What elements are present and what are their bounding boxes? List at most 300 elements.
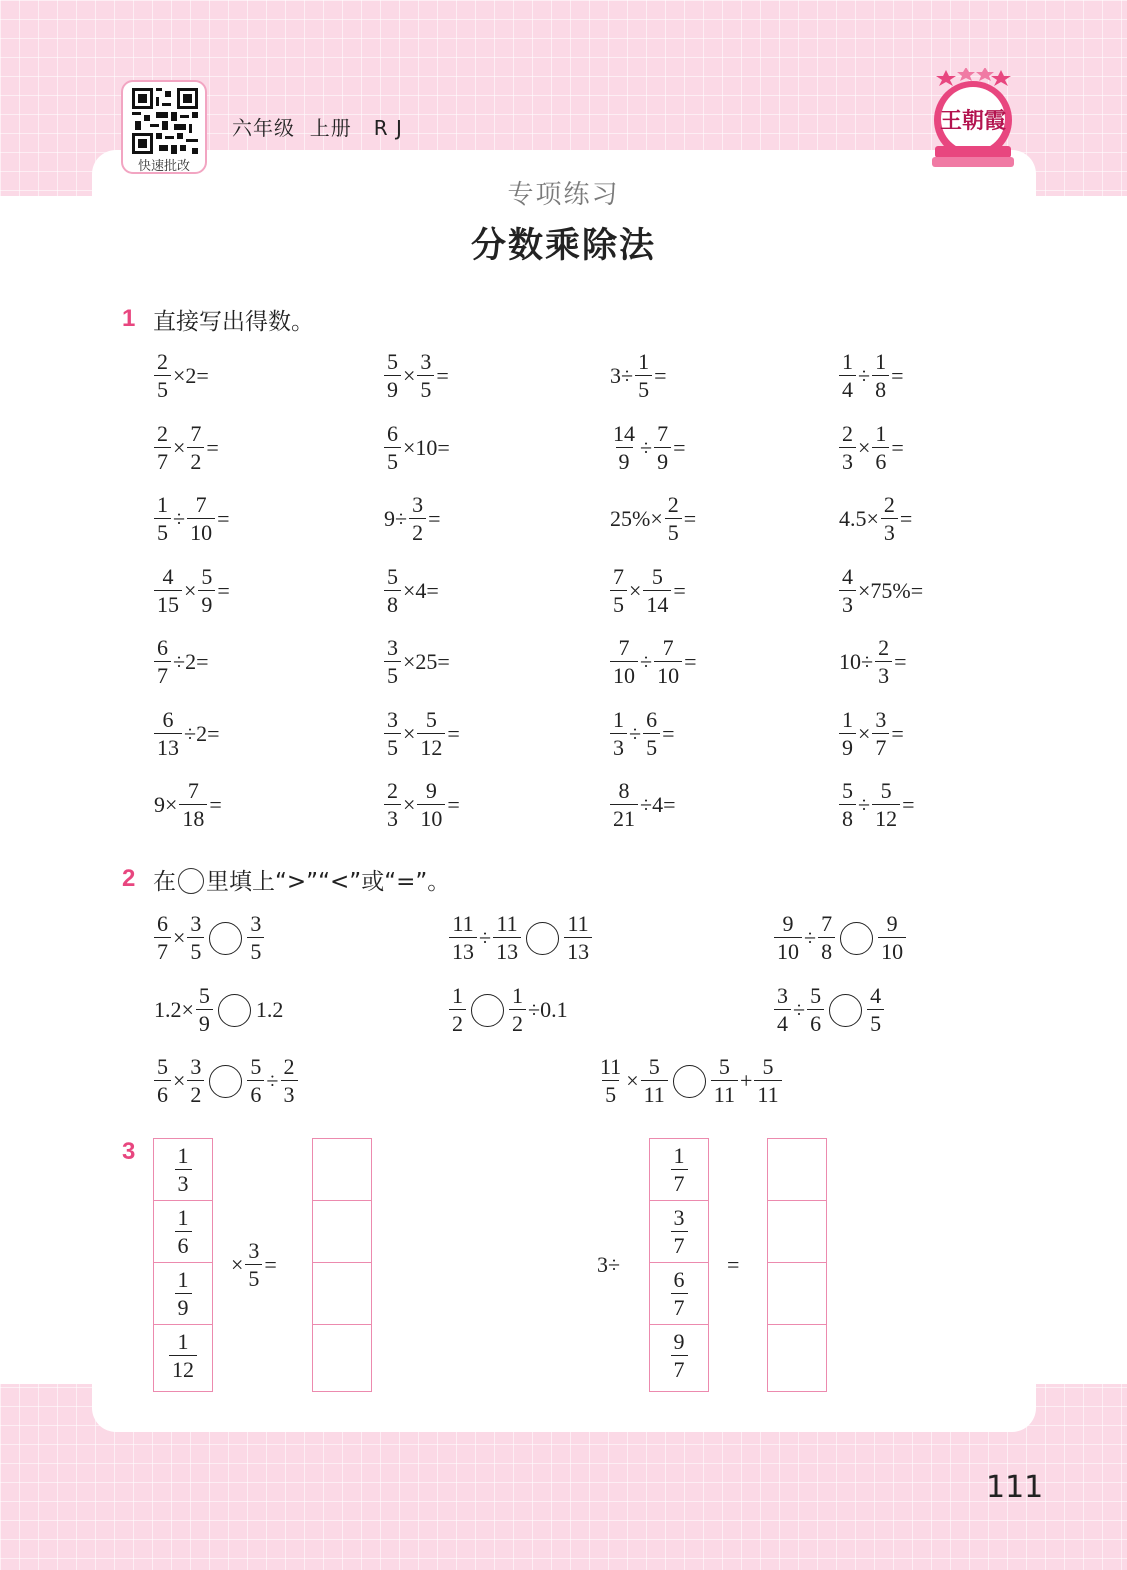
comparison-item[interactable] — [153, 1050, 299, 1112]
numerator: 1 — [673, 1142, 685, 1168]
answer-cell[interactable] — [313, 1325, 371, 1387]
exercise-item[interactable] — [838, 631, 908, 693]
numerator: 7 — [613, 563, 624, 589]
expression-text: ÷ — [793, 997, 806, 1022]
denominator: 12 — [872, 804, 900, 830]
denominator: 12 — [169, 1355, 197, 1381]
numerator: 7 — [821, 911, 833, 936]
exercise-item[interactable] — [838, 703, 905, 765]
fraction — [384, 563, 401, 617]
comparison-item[interactable] — [773, 907, 907, 969]
denominator: 8 — [384, 590, 401, 616]
denominator: 12 — [417, 733, 445, 759]
numerator: 1 — [452, 983, 463, 1008]
expression-text: ÷ — [858, 363, 871, 388]
fraction — [643, 563, 671, 617]
numerator: 3 — [420, 349, 432, 374]
numerator: 5 — [651, 563, 663, 589]
expression-text: = — [264, 1252, 277, 1277]
exercise-item[interactable] — [609, 774, 676, 836]
answer-column-left — [312, 1138, 372, 1392]
fraction — [774, 913, 802, 963]
fraction — [839, 351, 856, 401]
exercise-item[interactable] — [609, 703, 676, 765]
fraction — [384, 637, 401, 687]
denominator: 8 — [818, 937, 835, 963]
numerator: 1 — [875, 349, 887, 374]
denominator: 2 — [187, 447, 204, 473]
denominator: 2 — [509, 1009, 526, 1035]
fraction — [169, 1331, 197, 1381]
exercise-item[interactable] — [838, 488, 913, 550]
expression-text: = — [209, 792, 222, 817]
fraction — [154, 706, 182, 760]
exercise-item[interactable] — [838, 774, 916, 836]
fraction — [818, 913, 835, 963]
fraction — [245, 1240, 262, 1290]
expression-text: = — [217, 577, 230, 603]
column-cell — [154, 1139, 212, 1201]
numerator: 1 — [875, 420, 887, 446]
numerator: 3 — [875, 706, 887, 732]
answer-cell[interactable] — [768, 1201, 826, 1263]
denominator: 2 — [449, 1009, 466, 1035]
numerator: 5 — [198, 983, 210, 1008]
fraction — [610, 563, 627, 617]
denominator: 6 — [872, 447, 889, 473]
denominator: 5 — [610, 590, 627, 616]
fraction — [641, 1056, 668, 1106]
expression-text: × — [173, 434, 186, 460]
numerator: 1 — [177, 1329, 189, 1354]
numerator: 4 — [842, 563, 853, 589]
denominator: 4 — [839, 375, 856, 401]
comparison-circle[interactable] — [218, 994, 251, 1027]
denominator: 9 — [654, 447, 671, 473]
denominator: 11 — [754, 1080, 781, 1106]
denominator: 13 — [493, 937, 521, 963]
numerator: 2 — [157, 349, 168, 374]
denominator: 13 — [449, 937, 477, 963]
denominator: 6 — [247, 1080, 264, 1106]
expression-text: = — [447, 792, 460, 817]
fraction — [175, 1204, 192, 1258]
denominator: 5 — [154, 518, 171, 544]
expression-text: 10÷ — [839, 649, 874, 674]
question-3-number: 3 — [122, 1138, 136, 1165]
answer-cell[interactable] — [313, 1139, 371, 1201]
comparison-circle[interactable] — [829, 994, 862, 1027]
denominator: 5 — [665, 518, 682, 544]
denominator: 5 — [384, 733, 401, 759]
denominator: 13 — [154, 733, 182, 759]
fraction — [384, 706, 401, 760]
expression-text: = — [894, 649, 907, 674]
numerator: 3 — [190, 911, 202, 936]
exercise-item[interactable] — [383, 417, 451, 479]
expression-text: ÷ — [629, 720, 642, 746]
comparison-item[interactable] — [153, 979, 284, 1041]
fraction — [154, 637, 171, 687]
column-cell — [650, 1263, 708, 1325]
circle-symbol-icon — [178, 868, 204, 894]
denominator: 10 — [610, 661, 638, 687]
denominator: 7 — [154, 447, 171, 473]
fraction — [154, 563, 182, 617]
numerator: 11 — [496, 911, 518, 936]
denominator: 5 — [154, 375, 171, 401]
page-title: 分数乘除法 — [470, 226, 656, 266]
exercise-item[interactable] — [153, 560, 231, 622]
denominator: 2 — [409, 518, 426, 544]
exercise-item[interactable] — [153, 631, 209, 693]
fraction — [610, 706, 627, 760]
denominator: 13 — [564, 937, 592, 963]
denominator: 3 — [839, 590, 856, 616]
numerator: 7 — [190, 420, 202, 446]
fraction — [417, 351, 434, 401]
expression-text: = — [206, 434, 219, 460]
fraction — [154, 1056, 171, 1106]
expression-text: × — [403, 363, 416, 388]
numerator: 5 — [387, 563, 398, 589]
fraction — [872, 706, 889, 760]
grade-label: 六年级 上册 R J — [232, 116, 403, 140]
fraction — [807, 985, 824, 1035]
exercise-item[interactable] — [838, 560, 924, 622]
column-cell — [650, 1201, 708, 1263]
denominator: 15 — [154, 590, 182, 616]
qr-code-icon — [132, 88, 198, 154]
expression-text: = — [654, 363, 667, 388]
denominator: 11 — [641, 1080, 668, 1106]
expression-text: 9× — [154, 792, 178, 817]
expression-text: ÷2= — [184, 720, 220, 746]
answer-cell[interactable] — [768, 1325, 826, 1387]
fraction — [711, 1056, 738, 1106]
fraction — [654, 420, 671, 474]
exercise-item[interactable] — [383, 560, 440, 622]
numerator: 5 — [810, 983, 822, 1008]
svg-text:王朝霞: 王朝霞 — [939, 108, 1007, 134]
numerator: 2 — [283, 1054, 295, 1079]
fraction — [175, 1266, 192, 1320]
page-number: 111 — [986, 1470, 1044, 1505]
numerator: 3 — [248, 1238, 260, 1263]
expression-text: × — [629, 577, 642, 603]
expression-text: = — [447, 720, 460, 746]
denominator: 5 — [417, 375, 434, 401]
numerator: 11 — [452, 911, 474, 936]
denominator: 2 — [187, 1080, 204, 1106]
brand-logo — [930, 68, 1016, 173]
denominator: 7 — [872, 733, 889, 759]
comparison-circle[interactable] — [526, 922, 559, 955]
exercise-item[interactable] — [153, 345, 210, 407]
denominator: 6 — [154, 1080, 171, 1106]
expression-text: = — [673, 434, 686, 460]
fraction — [493, 913, 521, 963]
denominator: 7 — [154, 937, 171, 963]
comparison-item[interactable] — [773, 979, 885, 1041]
numerator: 7 — [195, 492, 207, 517]
column-cell — [154, 1325, 212, 1387]
expression-text: 25%× — [610, 506, 663, 531]
numerator: 3 — [777, 983, 788, 1008]
expression-text: = — [891, 434, 904, 460]
denominator: 3 — [175, 1169, 192, 1195]
denominator: 10 — [774, 937, 802, 963]
expression-text: = — [662, 720, 675, 746]
denominator: 3 — [281, 1080, 298, 1106]
numerator: 5 — [425, 706, 437, 732]
comparison-circle[interactable] — [209, 922, 242, 955]
denominator: 7 — [154, 661, 171, 687]
denominator: 7 — [671, 1355, 688, 1381]
numerator: 9 — [886, 911, 898, 936]
denominator: 7 — [671, 1169, 688, 1195]
expression-text: = — [891, 363, 904, 388]
comparison-circle[interactable] — [471, 994, 504, 1027]
fraction — [154, 913, 171, 963]
fraction — [839, 420, 856, 474]
numerator: 6 — [162, 706, 174, 732]
fraction — [384, 420, 401, 474]
exercise-item[interactable] — [609, 417, 687, 479]
exercise-item[interactable] — [153, 417, 220, 479]
numerator: 3 — [250, 911, 262, 936]
numerator: 1 — [177, 1142, 189, 1168]
numerator: 9 — [425, 778, 437, 803]
column-cell — [154, 1201, 212, 1263]
fraction — [187, 1056, 204, 1106]
multiplicand-column — [153, 1138, 213, 1392]
expression-text: × — [858, 720, 871, 746]
denominator: 5 — [384, 447, 401, 473]
multiply-operator — [230, 1234, 278, 1296]
fraction — [417, 706, 445, 760]
denominator: 5 — [867, 1009, 884, 1035]
column-cell — [154, 1263, 212, 1325]
expression-text: × — [231, 1252, 244, 1277]
expression-text: + — [739, 1068, 753, 1093]
fraction — [872, 420, 889, 474]
column-cell — [650, 1325, 708, 1387]
denominator: 5 — [245, 1264, 262, 1290]
numerator: 3 — [387, 706, 398, 732]
qr-code[interactable] — [121, 80, 207, 174]
denominator: 11 — [711, 1080, 738, 1106]
expression-text: = — [217, 506, 230, 531]
fraction — [187, 494, 215, 544]
exercise-item[interactable] — [609, 345, 668, 407]
numerator: 2 — [842, 420, 853, 446]
expression-text: ÷ — [640, 434, 653, 460]
comparison-circle[interactable] — [840, 922, 873, 955]
numerator: 2 — [387, 778, 398, 803]
fraction — [417, 780, 445, 830]
expression-text: = — [684, 649, 697, 674]
expression-text: × — [173, 925, 186, 950]
qr-caption: 快速批改 — [137, 159, 190, 174]
denominator: 10 — [878, 937, 906, 963]
fraction — [671, 1266, 688, 1320]
fraction — [610, 780, 638, 830]
denominator: 14 — [643, 590, 671, 616]
numerator: 14 — [613, 420, 635, 446]
fraction — [187, 420, 204, 474]
numerator: 6 — [157, 635, 168, 660]
section-subtitle: 专项练习 — [507, 180, 620, 210]
denominator: 18 — [179, 804, 207, 830]
expression-text: ÷0.1 — [528, 997, 568, 1022]
comparison-circle[interactable] — [673, 1065, 706, 1098]
fraction — [665, 494, 682, 544]
denominator: 21 — [610, 804, 638, 830]
fraction — [671, 1142, 688, 1196]
numerator: 1 — [512, 983, 523, 1008]
exercise-item[interactable] — [383, 488, 442, 550]
answer-cell[interactable] — [768, 1139, 826, 1201]
question-2-prompt-rest: 里填上“>”“<”或“=”。 — [206, 869, 451, 895]
fraction — [872, 351, 889, 401]
denominator: 3 — [881, 518, 898, 544]
denominator: 6 — [175, 1231, 192, 1257]
numerator: 5 — [648, 1054, 660, 1079]
denominator: 8 — [839, 804, 856, 830]
exercise-item[interactable] — [609, 560, 687, 622]
fraction — [839, 780, 856, 830]
fraction — [384, 780, 401, 830]
numerator: 11 — [567, 911, 589, 936]
fraction — [179, 780, 207, 830]
expression-text: ÷ — [479, 925, 492, 950]
expression-text: ×4= — [403, 577, 439, 603]
expression-text: = — [673, 577, 686, 603]
expression-text: × — [858, 434, 871, 460]
fraction — [154, 494, 171, 544]
comparison-item[interactable] — [448, 979, 569, 1041]
denominator: 3 — [875, 661, 892, 687]
expression-text: = — [902, 792, 915, 817]
denominator: 7 — [671, 1293, 688, 1319]
comparison-item[interactable] — [448, 907, 593, 969]
question-1-number: 1 — [122, 305, 136, 332]
expression-text: × — [626, 1068, 639, 1093]
numerator: 8 — [618, 778, 630, 803]
expression-text: 3÷ — [610, 363, 634, 388]
expression-text: = — [428, 506, 441, 531]
fraction — [409, 494, 426, 544]
denominator: 5 — [602, 1080, 619, 1106]
answer-cell[interactable] — [313, 1201, 371, 1263]
question-2-number: 2 — [122, 865, 136, 892]
numerator: 6 — [387, 420, 398, 446]
exercise-item[interactable] — [153, 774, 223, 836]
question-2-prompt-lead: 在 — [153, 869, 176, 895]
numerator: 2 — [883, 492, 895, 517]
equals-sign: = — [727, 1252, 740, 1277]
denominator: 3 — [384, 804, 401, 830]
fraction — [671, 1331, 688, 1381]
expression-text: ÷ — [640, 649, 653, 674]
denominator: 9 — [196, 1009, 213, 1035]
comparison-circle[interactable] — [209, 1065, 242, 1098]
exercise-item[interactable] — [383, 345, 450, 407]
exercise-item[interactable] — [838, 417, 905, 479]
denominator: 5 — [187, 937, 204, 963]
expression-text: = — [683, 506, 697, 531]
question-2-prompt — [153, 863, 450, 896]
fraction — [839, 563, 856, 617]
denominator: 9 — [616, 447, 633, 473]
expression-text: ÷ — [266, 1068, 279, 1093]
comparison-item[interactable] — [596, 1050, 783, 1112]
fraction — [175, 1142, 192, 1196]
exercise-item[interactable] — [609, 631, 698, 693]
fraction — [597, 1056, 624, 1106]
denominator: 5 — [247, 937, 264, 963]
numerator: 6 — [673, 1266, 685, 1292]
fraction — [154, 351, 171, 401]
exercise-item[interactable] — [153, 703, 220, 765]
exercise-item[interactable] — [383, 631, 451, 693]
numerator: 5 — [842, 778, 853, 803]
fraction — [635, 351, 652, 401]
denominator: 9 — [175, 1293, 192, 1319]
denominator: 10 — [654, 661, 682, 687]
numerator: 9 — [673, 1329, 685, 1354]
numerator: 1 — [177, 1266, 189, 1292]
expression-text: ×10= — [403, 434, 450, 460]
question-1-prompt: 直接写出得数。 — [153, 309, 314, 335]
expression-text: ÷4= — [640, 792, 676, 817]
numerator: 4 — [870, 983, 882, 1008]
fraction — [671, 1204, 688, 1258]
expression-text: = — [891, 720, 904, 746]
numerator: 1 — [613, 706, 624, 732]
numerator: 5 — [157, 1054, 168, 1079]
exercise-item[interactable] — [609, 488, 697, 550]
fraction — [198, 563, 215, 617]
numerator: 6 — [157, 911, 168, 936]
answer-cell[interactable] — [313, 1263, 371, 1325]
numerator: 2 — [157, 420, 168, 446]
denominator: 8 — [872, 375, 889, 401]
denominator: 7 — [671, 1231, 688, 1257]
exercise-item[interactable] — [383, 703, 461, 765]
expression-text: × — [403, 792, 416, 817]
exercise-item[interactable] — [383, 774, 461, 836]
exercise-item[interactable] — [838, 345, 905, 407]
numerator: 4 — [162, 563, 174, 589]
expression-text: ×75%= — [858, 577, 924, 603]
expression-text: 4.5× — [839, 506, 879, 531]
answer-cell[interactable] — [768, 1263, 826, 1325]
denominator: 4 — [774, 1009, 791, 1035]
fraction — [247, 1056, 264, 1106]
fraction — [839, 706, 856, 760]
denominator: 3 — [610, 733, 627, 759]
expression-text: × — [173, 1068, 186, 1093]
numerator: 5 — [250, 1054, 262, 1079]
fraction — [774, 985, 791, 1035]
comparison-item[interactable] — [153, 907, 265, 969]
numerator: 3 — [412, 492, 424, 517]
numerator: 3 — [190, 1054, 202, 1079]
fraction — [154, 420, 171, 474]
exercise-item[interactable] — [153, 488, 231, 550]
